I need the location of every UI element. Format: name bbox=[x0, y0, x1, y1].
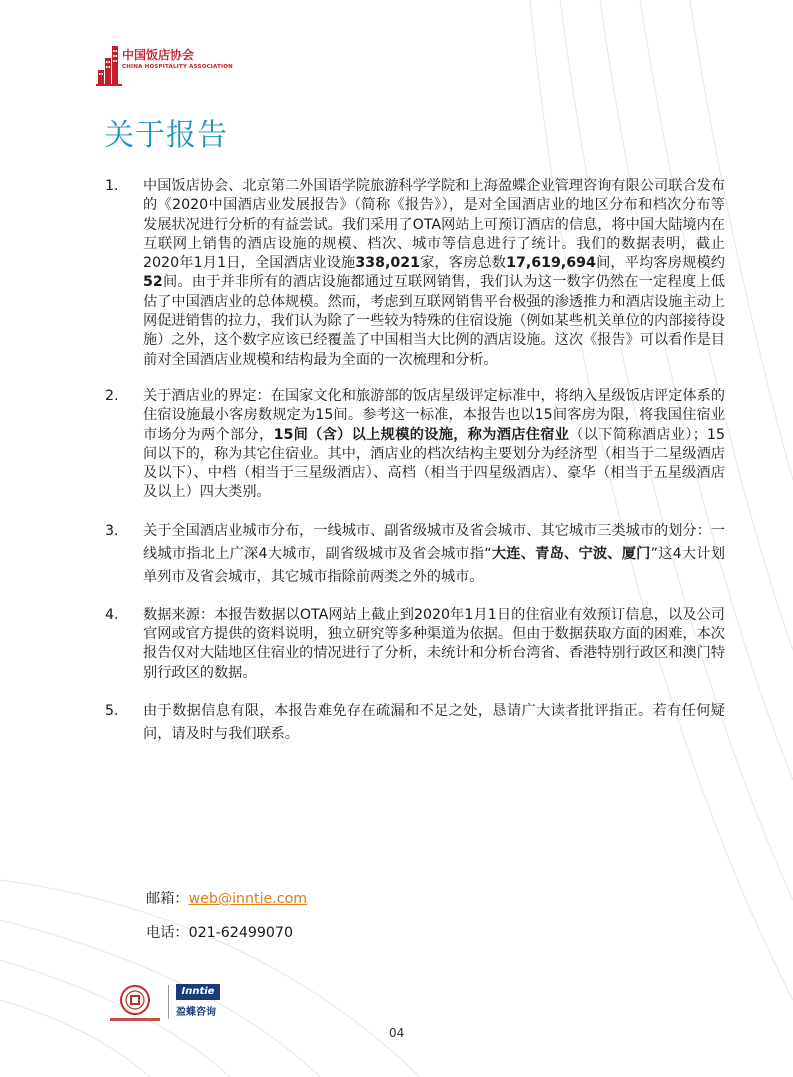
email-line bbox=[146, 888, 307, 908]
email-link[interactable]: web@inntie.com bbox=[188, 891, 308, 907]
item-number: 1. bbox=[105, 178, 119, 194]
item-number: 3. bbox=[105, 522, 119, 539]
item-text: 关于酒店业的界定：在国家文化和旅游部的饭店星级评定标准中，将纳入星级饭店评定体系的住宿设施最小客房数规定为15间。参考这一标准，本报告也以15间客房为限，将我国住宿业市场分为两个部分，15间（含）以上规模的设施，称为酒店住宿业（以下简称酒店业）；15间以下的，称为其它住宿业。其中，酒店业的档次结构主要划分为经济型（相当于二星级酒店及以下）、中档（相当于三星级酒店）、高档（相当于四星级酒店）、豪华（相当于五星级酒店及以上）四大类别。 bbox=[143, 387, 725, 501]
phone-label: 电话： bbox=[146, 925, 189, 941]
list-item bbox=[105, 387, 725, 503]
item-number: 4. bbox=[105, 606, 119, 623]
university-seal-icon bbox=[108, 983, 162, 1023]
list-item bbox=[105, 606, 725, 683]
inntie-logo-text: Inntie bbox=[176, 984, 220, 1000]
item-text: 关于全国酒店业城市分布，一线城市、副省级城市及省会城市、其它城市三类城市的划分：一线城市指北上广深4大城市，副省级城市及省会城市指“大连、青岛、宁波、厦门”这4大计划单列市及省会城市，其它城市指除前两类之外的城市。 bbox=[143, 522, 725, 585]
footer-divider bbox=[168, 985, 169, 1019]
building-logo-icon bbox=[96, 40, 122, 86]
item-number: 5. bbox=[105, 702, 119, 719]
hotel-count: 338,021 bbox=[355, 255, 420, 272]
room-count: 17,619,694 bbox=[506, 255, 596, 272]
list-item bbox=[105, 520, 725, 589]
hotel-definition: 15间（含）以上规模的设施，称为酒店住宿业 bbox=[273, 426, 570, 443]
item-text: 由于数据信息有限，本报告难免存在疏漏和不足之处，恳请广大读者批评指正。若有任何疑问，请及时与我们联系。 bbox=[143, 702, 725, 742]
average-rooms: 52 bbox=[143, 274, 163, 291]
association-logo bbox=[96, 36, 256, 88]
phone-line bbox=[146, 922, 293, 942]
inntie-logo-chinese: 盈蝶咨询 bbox=[176, 1007, 216, 1018]
phone-number: 021-62499070 bbox=[188, 925, 293, 941]
page-title: 关于报告 bbox=[104, 118, 228, 153]
logo-chinese-text: 中国饭店协会 bbox=[122, 48, 195, 62]
report-notes-list bbox=[105, 177, 725, 763]
list-item bbox=[105, 700, 725, 746]
inntie-logo bbox=[176, 984, 220, 1018]
page-number: 04 bbox=[389, 1026, 405, 1040]
item-text: 中国饭店协会、北京第二外国语学院旅游科学学院和上海盈蝶企业管理咨询有限公司联合发布的《2020中国酒店业发展报告》（简称《报告》），是对全国酒店业的地区分布和档次分布等发展状况进行分析的有益尝试。我们采用了OTA网站上可预订酒店的信息，将中国大陆境内在互联网上销售的酒店设施的规模、档次、城市等信息进行了统计。我们的数据表明，截止2020年1月1日，全国酒店业设施338,021家，客房总数17,619,694间，平均客房规模约52间。由于并非所有的酒店设施都通过互联网销售，我们认为这一数字仍然在一定程度上低估了中国酒店业的总体规模。然而，考虑到互联网销售平台极强的渗透推力和酒店设施主动上网促进销售的拉力，我们认为除了一些较为特殊的住宿设施（例如某些机关单位的内部接待设施）之外，这个数字应该已经覆盖了中国相当大比例的酒店设施。这次《报告》可以看作是目前对全国酒店业规模和结构最为全面的一次梳理和分析。 bbox=[143, 178, 725, 368]
item-text: 数据来源：本报告数据以OTA网站上截止到2020年1月1日的住宿业有效预订信息，以及公司官网或官方提供的资料说明，独立研究等多种渠道为依据。但由于数据获取方面的困难，本次报告仅对大陆地区住宿业的情况进行了分析，未统计和分析台湾省、香港特别行政区和澳门特别行政区的数据。 bbox=[143, 606, 725, 681]
logo-english-text: CHINA HOSPITALITY ASSOCIATION bbox=[122, 64, 233, 70]
email-label: 邮箱： bbox=[146, 891, 189, 907]
planned-cities: 大连、青岛、宁波、厦门 bbox=[491, 545, 651, 562]
item-number: 2. bbox=[105, 387, 119, 404]
list-item bbox=[105, 177, 725, 370]
